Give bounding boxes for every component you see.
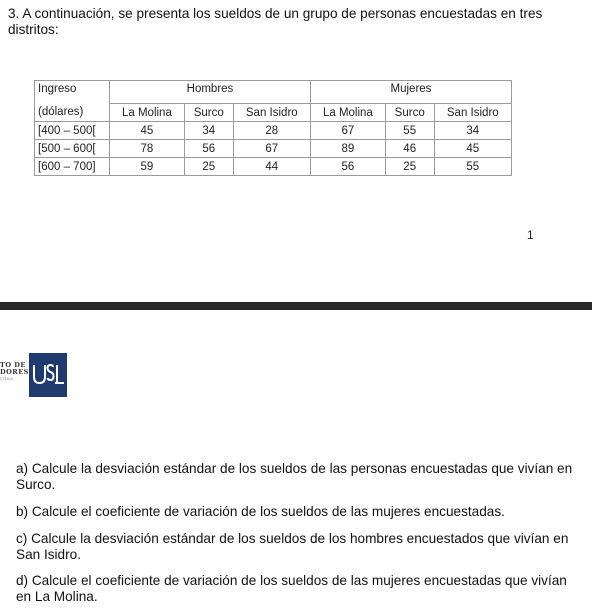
table-cell: 44 xyxy=(233,158,310,176)
page-divider-bar xyxy=(0,302,592,310)
district-header: San Isidro xyxy=(434,104,511,122)
income-range: [400 – 500[ xyxy=(35,122,110,140)
table-cell: 56 xyxy=(184,140,233,158)
income-range: [600 – 700] xyxy=(35,158,110,176)
table-cell: 55 xyxy=(385,122,434,140)
table-header-row xyxy=(35,81,512,104)
district-header: San Isidro xyxy=(233,104,310,122)
district-header: La Molina xyxy=(310,104,385,122)
logo-text-line: TO DE xyxy=(0,361,26,369)
table-cell: 25 xyxy=(385,158,434,176)
salary-table xyxy=(34,80,512,176)
table-cell: 78 xyxy=(110,140,185,158)
district-header: Surco xyxy=(385,104,434,122)
income-header: Ingreso xyxy=(35,81,110,104)
table-cell: 46 xyxy=(385,140,434,158)
income-range: [500 – 600[ xyxy=(35,140,110,158)
table-cell: 67 xyxy=(310,122,385,140)
part-d-text: d) Calcule el coeficiente de variación de los sueldos de las mujeres encuestadas que vivían en La Molina. xyxy=(16,573,567,604)
institution-text-fragment xyxy=(0,362,29,383)
logo-text-line: rdus xyxy=(0,376,14,382)
question-intro: 3. A continuación, se presenta los sueldos de un grupo de personas encuestadas en tres distritos: xyxy=(8,6,543,37)
table-cell: 45 xyxy=(434,140,511,158)
usil-logo xyxy=(29,353,67,397)
women-group-header: Mujeres xyxy=(310,81,511,104)
table-cell: 59 xyxy=(110,158,185,176)
district-header: Surco xyxy=(184,104,233,122)
income-unit-header: (dólares) xyxy=(35,104,110,122)
district-header: La Molina xyxy=(110,104,185,122)
table-cell: 34 xyxy=(434,122,511,140)
table-cell: 28 xyxy=(233,122,310,140)
table-row xyxy=(35,122,512,140)
men-group-header: Hombres xyxy=(110,81,311,104)
table-cell: 55 xyxy=(434,158,511,176)
part-c-text: c) Calcule la desviación estándar de los sueldos de los hombres encuestados que vivían en San Isidro. xyxy=(16,531,569,562)
table-cell: 45 xyxy=(110,122,185,140)
usil-logo-mark-icon xyxy=(31,362,65,388)
logo-text-line: DORES xyxy=(0,368,29,376)
page-number: 1 xyxy=(527,228,534,242)
table-row xyxy=(35,140,512,158)
table-row xyxy=(35,158,512,176)
table-cell: 89 xyxy=(310,140,385,158)
part-b-text: b) Calcule el coeficiente de variación de los sueldos de las mujeres encuestadas. xyxy=(16,504,505,519)
table-cell: 25 xyxy=(184,158,233,176)
part-a-text: a) Calcule la desviación estándar de los sueldos de las personas encuestadas que vivían en Surco. xyxy=(16,461,573,492)
table-cell: 67 xyxy=(233,140,310,158)
table-cell: 34 xyxy=(184,122,233,140)
table-cell: 56 xyxy=(310,158,385,176)
table-subheader-row xyxy=(35,104,512,122)
